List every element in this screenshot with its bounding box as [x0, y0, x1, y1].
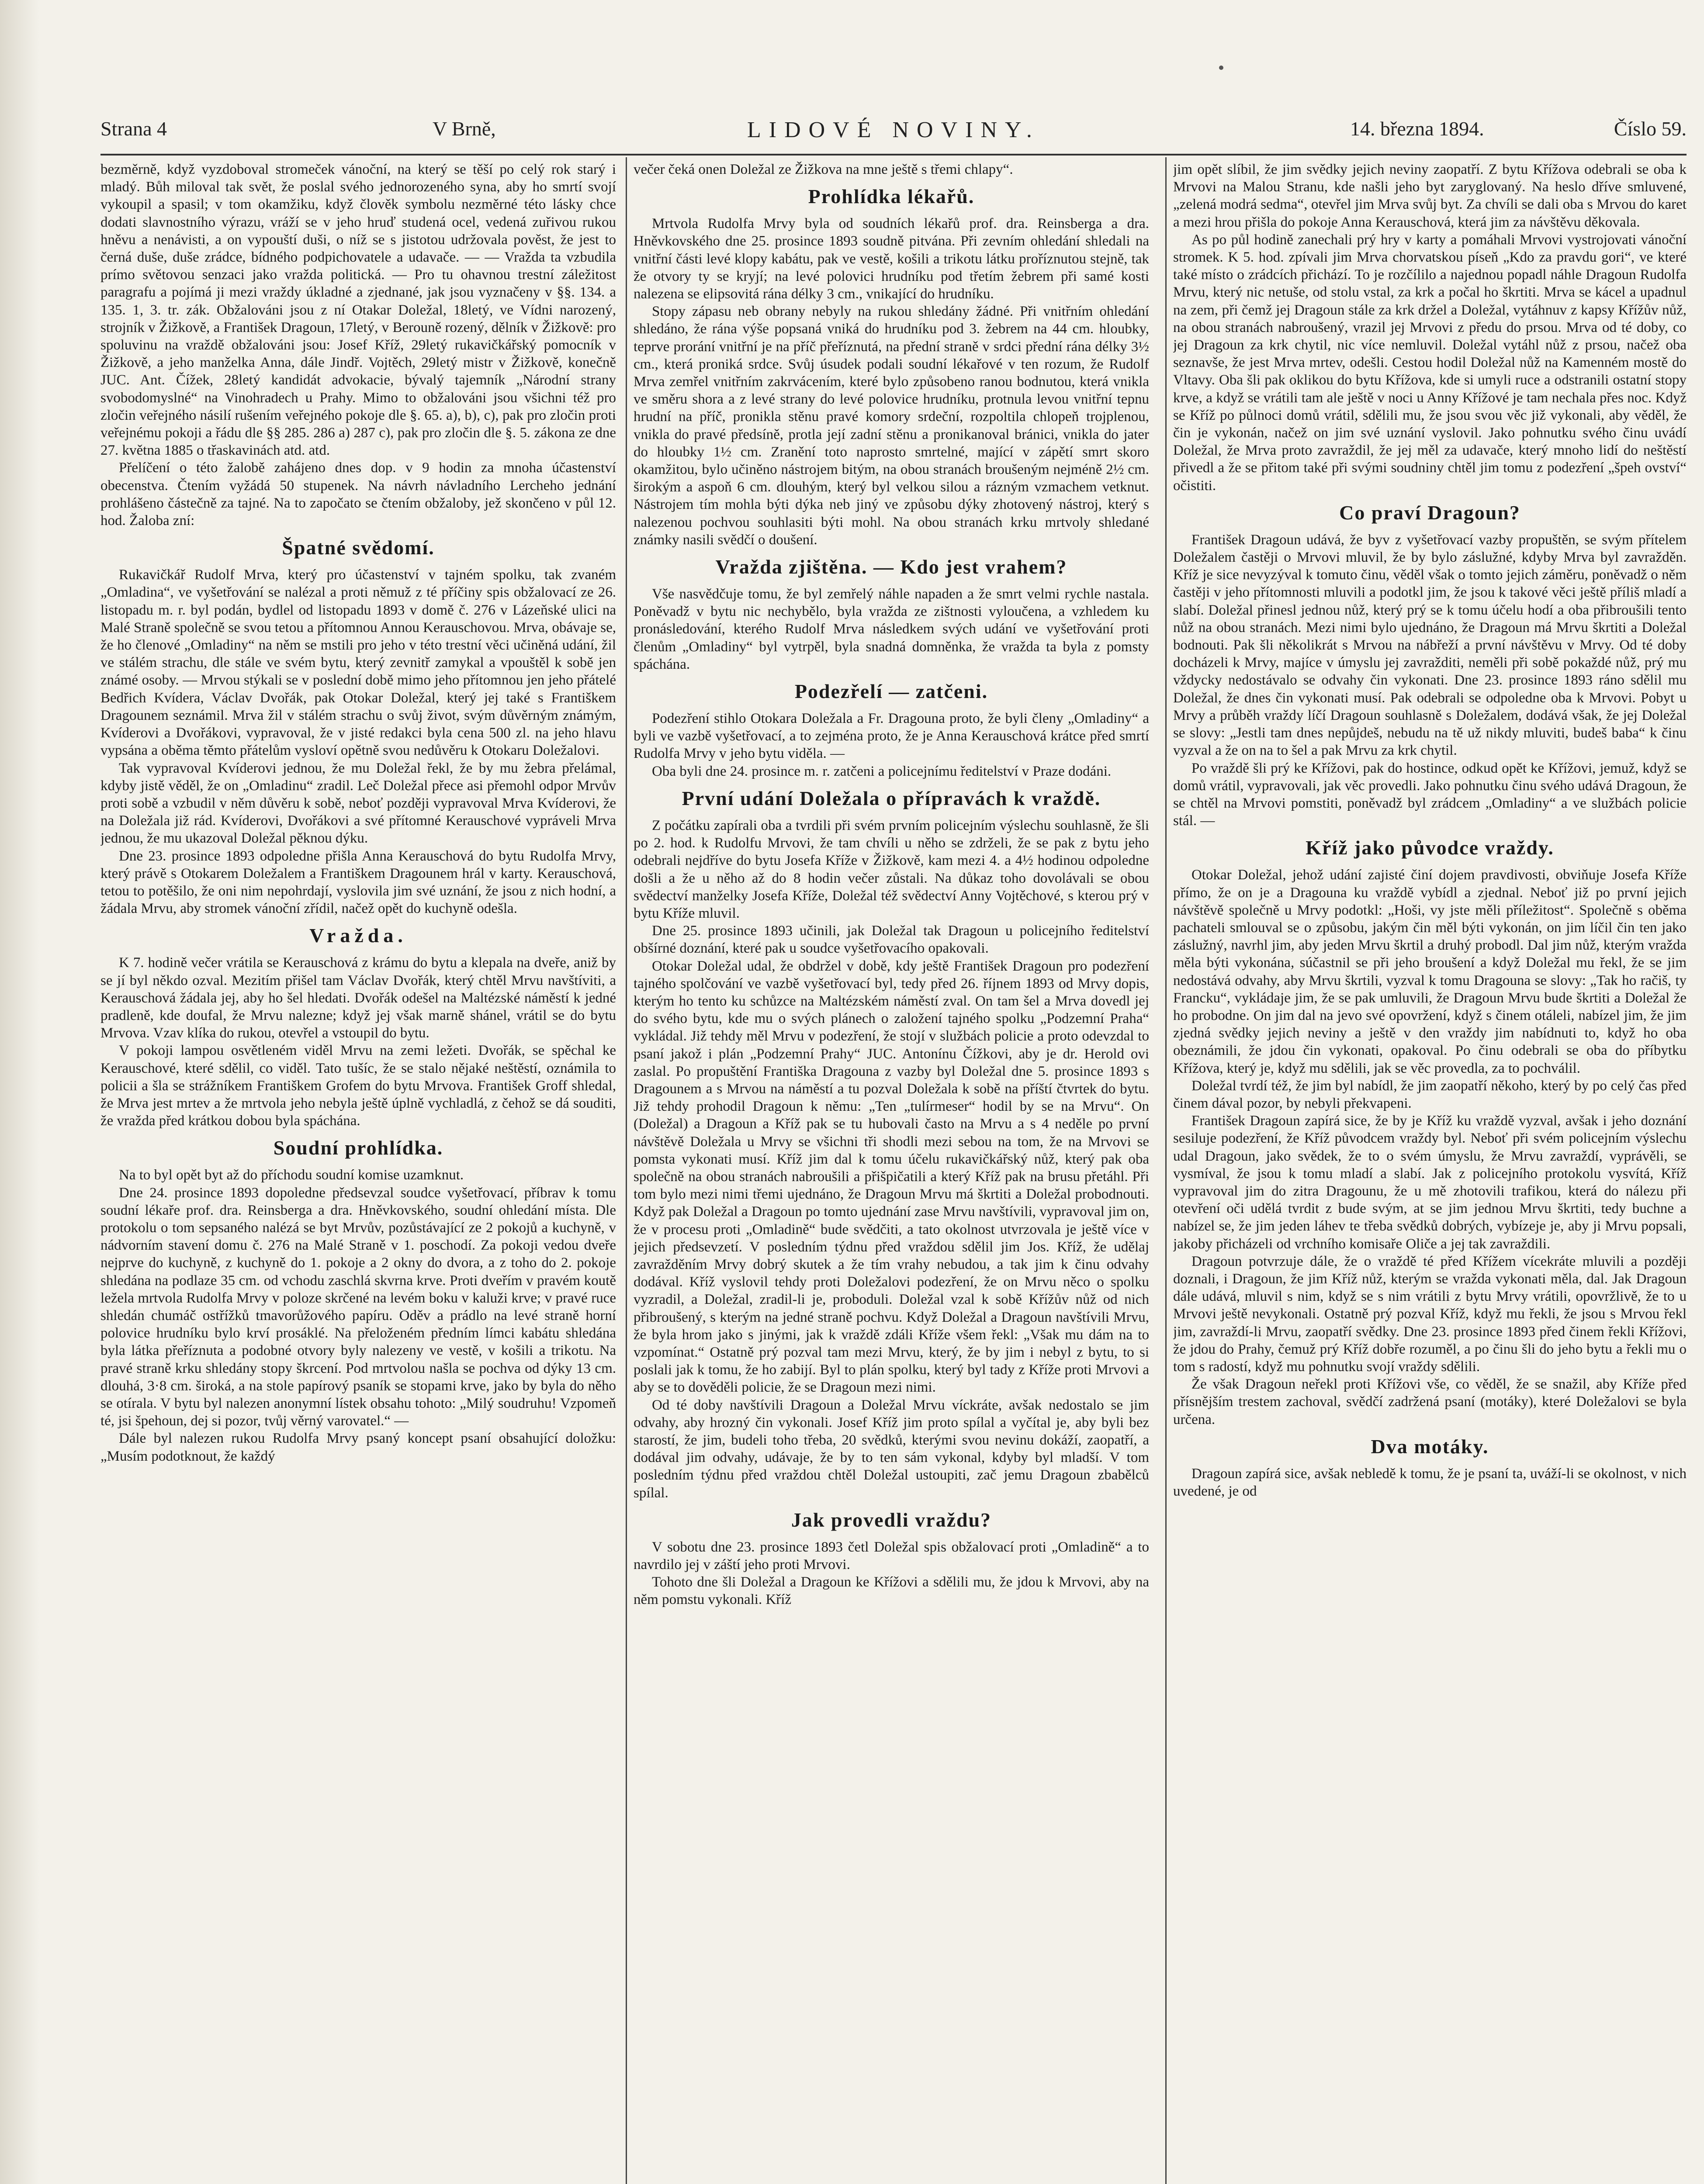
masthead: [100, 117, 1687, 152]
paragraph: V sobotu dne 23. prosince 1893 četl Doležal spis obžalovací proti „Omladině“ a to navrdilo jej v záští jeho proti Mrvovi.: [634, 1539, 1149, 1573]
paragraph: František Dragoun zapírá sice, že by je Kříž ku vraždě vyzval, avšak i jeho doznání sesiluje podezření, že Kříž původcem vraždy byl. Neboť při svém policejním výslechu udal Dragoun, jako svědek, že to o svém úmyslu, že Mrvu zavraždí, vyprávěli, se vysmíval, že jsou k tomu mladí a slabí. Jak z policejního protokolu vysvítá, Kříž vypravoval jim do zitra Dragounu, že u mě zhotovili trafikou, která do nálezu při otevření oči udělá tvrdit z bude svým, at se jim jednou Mrvu škrtiti, tedy buchne a nabízel se, že jim jeden láhev te třeba svědků dobrých, vybízeje je, aby ji Mrvu popsali, jakoby přicházeli od vrchního komisaře Oliče a jej tak zavraždili.: [1173, 1113, 1687, 1252]
section-heading: Dva motáky.: [1371, 1435, 1489, 1458]
paragraph: Oba byli dne 24. prosince m. r. zatčeni a policejnímu ředitelství v Praze dodáni.: [652, 763, 1112, 779]
paragraph: Vše nasvědčuje tomu, že byl zemřelý náhle napaden a že smrt velmi rychle nastala. Poněvadž v bytu nic nechybělo, byla vražda ze zištnosti vyloučena, a vzhledem ku pronásledování, kterého Rudolf Mrva následkem svých udání ve vyšetřování proti členům „Omladiny“ byl vytrpěl, byla snadná domněnka, že vražda ta byla z pomsty spáchána.: [634, 586, 1149, 672]
section-heading: Co praví Dragoun?: [1339, 501, 1520, 524]
section-heading: Podezřelí — zatčeni.: [794, 680, 988, 703]
section-heading: První udání Doležala o přípravách k vraždě.: [682, 787, 1101, 809]
print-speck: [1219, 66, 1223, 70]
paragraph: Dne 23. prosince 1893 odpoledne přišla Anna Kerauschová do bytu Rudolfa Mrvy, který právě s Otokarem Doležalem a Františkem Dragounem hrál v karty. Kerauschová, tetou to potěšilo, že oni nim nepohrdají, vyslovila jim své uznání, že jsou z nich hodní, a žádala Mrvu, aby stromek vánoční zřídil, načež opět do kuchyně odešla.: [100, 848, 616, 917]
section-heading: Kříž jako původce vraždy.: [1306, 836, 1554, 859]
header-rule: [100, 154, 1687, 156]
section-heading: Vražda.: [309, 924, 407, 947]
issue-date: 14. března 1894.: [1350, 117, 1484, 140]
paragraph: Stopy zápasu neb obrany nebyly na rukou shledány žádné. Při vnitřním ohledání shledáno, že rána výše popsaná vniká do hrudníku pod 3. žebrem na 44 cm. hloubky, teprve prorání vnitřní je na příč přeříznutá, na přední straně v srdci přední rána délky 3½ cm., která proniká srdce. Svůj úsudek podali soudní lékařové v ten rozum, že Rudolf Mrva zemřel vnitřním zakrvácením, které bylo způsobeno ranou bodnutou, která vnikla ve směru shora a z levé strany do levé polovice hrudníku, protnula levou vnitřní tepnu hrudní na příč, pronikla stěnu pravé komory srdeční, rozpoltila chlopeň trojplenou, vnikla do pravé předsíně, protla její zadní stěnu a pronikanoval bránici, vnikla do jater do hloubky 1½ cm. Zranění toto naprosto smrtelné, mající v zápětí smrt skoro okamžitou, bylo učiněno nástrojem bitým, na obou stranách broušeným nejméně 2½ cm. širokým a aspoň 6 cm. dlouhým, který byl velkou silou a rázným vzmachem vetknut. Nástrojem tím mohla býti dýka neb jiný ve způsobu dýky zhotovený nástroj, který s nalezenou pochvou souhlasiti býti mohl. Na obou stranách krku mrtvoly shledané známky nasili svědčí o doušení.: [634, 304, 1149, 548]
paragraph: Mrtvola Rudolfa Mrvy byla od soudních lékařů prof. dra. Reinsberga a dra. Hněvkovského dne 25. prosince 1893 soudně pitvána. Při zevním ohledání shledali na vnitřní části levé klopy kabátu, pak ve vestě, košili a trikotu látku proříznutou stejně, tak že otvory ty se kryjí; na levé polovici hrudníku pod třetím žebrem při samé kosti nalezena se elipsovitá rána délky 3 cm., vnikající do hrudníku.: [634, 216, 1149, 302]
column-2: [634, 161, 1149, 2184]
paragraph: Dragoun potvrzuje dále, že o vraždě té před Křížem vícekráte mluvili a později doznali, i Dragoun, že jim Kříž nůž, kterým se vražda vykonati měla, dal. Jak Dragoun dále udává, mluvil s nim, když se s nim vrátili z bytu Mrvy vrátili, opovržlivě, že to u Mrvovi ještě nevykonali. Ostatně prý pozval Kříž, když mu řekli, že jsou s Mrvou řekl jim, zavraždí-li Mrvu, zaopatří svědky. Dne 23. prosince 1893 před činem řekli Křížovi, že jdou do Prahy, čemuž prý Kříž dobře rozuměl, a po činu šli do jeho bytu a řekli mu o tom s radostí, když mu pohnutku svojí vraždy sdělili.: [1173, 1253, 1687, 1375]
paragraph: Dragoun zapírá sice, avšak nebledě k tomu, že je psaní ta, uváží-li se okolnost, v nich uvedené, je od: [1173, 1465, 1687, 1500]
paragraph: Od té doby navštívili Dragoun a Doležal Mrvu víckráte, avšak nedostalo se jim odvahy, aby hrozný čin vykonali. Josef Kříž jim proto spílal a vyčítal je, aby byli bez starostí, že jim, budeli toho třeba, 20 svědků, kterými svou nevinu dokáží, zaopatří, a dodával jim odvahy, udávaje, že by to ten sám vykonal, kdyby byl mladší. V tom posledním týdnu před vraždou chtěl Doležal ustoupiti, zač jemu Dragoun zbabělců spílal.: [634, 1397, 1149, 1501]
place-line: V Brně,: [433, 117, 496, 140]
paragraph: Přelíčení o této žalobě zahájeno dnes dop. v 9 hodin za mnoha účastenství obecenstva. Čtením vyžádá 50 stupenek. Na návrh návladního Lercheho jednání prohlášeno částečně za tajné. Na to započato se čtením obžaloby, jež skončeno v půl 12. hod. Žaloba zní:: [100, 460, 616, 529]
section-heading: Špatné svědomí.: [282, 536, 435, 559]
section-heading: Prohlídka lékařů.: [808, 185, 975, 208]
paragraph: Tak vypravoval Kvíderovi jednou, že mu Doležal řekl, že by mu žebra přelámal, kdyby jistě věděl, že on „Omladinu“ zradil. Leč Doležal přece asi přemohl odpor Mrvův proti sobě a vzbudil v něm důvěru k sobě, neboť později vypravoval Mrva Kvíderovi, že na Doležala již rád. Kvíderovi, Dvořákovi a své přítomné Kerauschové vypráveli Mrva jednou, že mu ukazoval Doležal pěknou dýku.: [100, 760, 616, 847]
column-divider: [626, 157, 627, 2184]
column-3: [1173, 161, 1687, 2184]
paragraph: Že však Dragoun neřekl proti Křížovi vše, co věděl, že se snažil, aby Kříže před přísnějším trestem zachoval, svědčí zadržená psaní (motáky), které Doležalovi se byla určena.: [1173, 1376, 1687, 1427]
section-heading: Soudní prohlídka.: [273, 1137, 443, 1159]
paragraph: František Dragoun udává, že byv z vyšetřovací vazby propuštěn, se svým přítelem Doležalem častěji o Mrvovi mluvil, že by bylo záslužné, kdyby Mrva byl zavražděn. Kříž je sice nevyzýval k tomuto činu, věděl však o tomto jejich záměru, poněvadž o něm častěji v jeho přítomnosti mluvili a podotkl jim, že jsou k takové věci ještě příliš mladí a slabí. Doležal přinesl jednou nůž, který prý se k tomu účelu hodí a oba přibroušili tento nůž na obou stranách. Mezi nimi bylo ujednáno, že Dragoun má Mrvu škrtiti a Doležal bodnouti. Pak šli několikrát s Mrvou na nábřeží a první návštěvu v Mrvy. Od té doby docházeli k Mrvy, majíce v úmyslu jej zavražditi, neměli při sobě pokaždé nůž, prý mu vždycky nedostávalo se odvahy čin vykonati. Dne 23. prosince 1893 ráno sdělil mu Doležal, že dnes čin vykonati musí. Pak odebrali se odpoledne oba k Mrvovi. Pobyt u Mrvy a průběh vraždy líčí Dragoun souhlasně s Doležalem, dodává však, že jej Doležal se slovy: „Jestli tam dnes nepůjdeš, nebudu na tě už nikdy mluviti, budeš baba“ k činu vyzval a že on na to šel a pak Mrvu za krk chytil.: [1173, 532, 1687, 759]
section-heading: Vražda zjištěna. — Kdo jest vrahem?: [715, 556, 1067, 578]
newspaper-title: LIDOVÉ NOVINY.: [747, 117, 1040, 142]
page-number: Strana 4: [100, 117, 167, 140]
column-1: [100, 161, 616, 2184]
paragraph: Tohoto dne šli Doležal a Dragoun ke Křížovi a sdělili mu, že jdou k Mrvovi, aby na něm pomstu vykonali. Kříž: [634, 1574, 1149, 1608]
paragraph: večer čeká onen Doležal ze Žižkova na mne ještě s třemi chlapy“.: [634, 162, 1013, 177]
paragraph: Doležal tvrdí též, že jim byl nabídl, že jim zaopatří někoho, který by po celý čas před činem dával pozor, by nebyli překvapeni.: [1173, 1078, 1687, 1111]
paragraph: As po půl hodině zanechali prý hry v karty a pomáhali Mrvovi vystrojovati vánoční stromek. K 5. hod. zpívali jim Mrva chorvatskou píseň „Kdo za pravdu gori“, ve které také místo o zrádcích přichází. To je rozčílilo a najednou popadl náhle Dragoun Rudolfa Mrvu, který nic netuše, od stolu vstal, za krk a počal ho škrtiti. Mrva se kácel a upadnul na zem, při čemž jej Dragoun stále za krk držel a Doležal, vytáhnuv z kapsy Křížův nůž, na obou stranách nabroušený, vrazil jej Mrvovi z předu do prsou. Mrva od té doby, co jej Dragoun za krk chytil, nic více nemluvil. Doležal vytáhl nůž z prsou, načež oba seznavše, že jest Mrva mrtev, odešli. Cestou hodil Doležal nůž na Kamenném mostě do Vltavy. Oba šli pak oklikou do bytu Křížova, kde si umyli ruce a odstranili ostatní stopy krve, a když se vrátili tam ale ještě v noci u Anny Křížové je tam nechala přes noc. Když se Kříž po půlnoci domů vrátil, sdělili mu, že jsou svou věc již vykonali, aby věděl, že čin je vykonán, načež on jim své uznání vyslovil. Jako pohnutku svého činu uvádí Doležal, že Mrva proto zavraždil, že jej měl za udavače, který mnoho lidí do neštěstí přivedl a že se přitom také při svými soudniny chtěl jim tomu z podezření „špeh ovství“ očistiti.: [1173, 232, 1687, 494]
column-divider: [1165, 157, 1167, 2184]
paragraph: jim opět slíbil, že jim svědky jejich neviny zaopatří. Z bytu Křížova odebrali se oba k Mrvovi na Malou Stranu, kde našli jeho byt zaryglovaný. Na heslo dříve smluvené, „zelená modrá sedma“, otevřel jim Mrva svůj byt. Za chvíli se dali oba s Mrvou do karet a mezi hrou přišla do pokoje Anna Kerauschová, která jim za návštěvu děkovala.: [1173, 162, 1687, 230]
paragraph: Dále byl nalezen rukou Rudolfa Mrvy psaný koncept psaní obsahující doložku: „Musím podotknout, že každý: [100, 1431, 616, 1464]
paragraph: V pokoji lampou osvětleném viděl Mrvu na zemi ležeti. Dvořák, se spěchal ke Kerauschové, které sdělil, co viděl. Tato tušíc, že se stalo nějaké neštěstí, oznámila to policii a šla se strážníkem Františkem Grofem do bytu Mrvova. František Groff shledal, že Mrva jest mrtev a že mrtvola jeho nebyla ještě úplně vychladlá, z čehož se dá souditi, že vražda před krátkou dobou byla spáchána.: [100, 1043, 616, 1129]
paragraph: Otokar Doležal, jehož udání zajisté činí dojem pravdivosti, obviňuje Josefa Kříže přímo, že on je a Dragouna ku vraždě vybídl a zjednal. Neboť již po první jejich návštěvě společně u Mrvy podotkl: „Hoši, vy jste měli příležitost“. Společně s oběma pachateli smlouval se o způsobu, jakým čin měl býti vykonán, on jim líčil čin ten jako záslužný, navrhl jim, aby jeden Mrvu škrtil a druhý probodl. Dal jim nůž, kterým vražda měla býti vykonána, súčastnil se při jeho broušení a když Doležal mu řekl, že se jim nedostává odvahy, aby Mrvu škrtili, vyzval k tomu Dragouna se slovy: „Tak ho račiš, ty Francku“, vykládaje jim, že se pak umluvili, že Dragoun Mrvu bude škrtiti a Doležal že ho probodne. On jim dal na jevo své opovržení, když s činem otáleli, nabízel jim, že jim zjedná svědky jejich neviny a ještě v den vraždy jim nabídnuti to, když ho oba obeznámili, že jdou čin vykonati, opakoval. Po činu odebrali se oba do příbytku Křížova, který je, když mu sdělili, jak se věc provedla, za to pochválil.: [1173, 867, 1687, 1076]
paragraph: Rukavičkář Rudolf Mrva, který pro účastenství v tajném spolku, tak zvaném „Omladina“, ve vyšetřování se nalézal a proti němuž z té příčiny spis obžalovací ze 26. listopadu m. r. byl podán, bydlel od listopadu 1893 v domě č. 276 v Lázeňské ulici na Malé Straně společně se svou tetou a přítomnou Annou Kerauschovou. Mrva, obávaje se, že ho členové „Omladiny“ na něm se mstili pro jeho v této trestní věci učiněná udání, žil ve stálém strachu, dle stále ve svém bytu, který zevnitř zamykal a vpouštěl k sobě jen známé osoby. — Mrvou stýkali se v poslední době mimo jeho přítomnou jen jeho přátelé Bedřich Kvídera, Václav Dvořák, pak Otokar Doležal, který jej také s Františkem Dragounem seznámil. Mrva žil v stálém strachu o svůj život, svým důvěrným známým, Kvíderovi a Dvořákovi, vypravoval, že v jisté redakci byla cena 500 zl. na jeho hlavu vypsána a oběma těmto přátelům vysloví opětně svou nedůvěru k Otokaru Doležalovi.: [100, 567, 616, 759]
paragraph: Otokar Doležal udal, že obdržel v době, kdy ještě František Dragoun pro podezření tajného spolčování ve vazbě vyšetřovací byl, tedy před 26. říjnem 1893 od Mrvy dopis, kterým ho tento ku schůzce na Maltézském náměstí zval. On tam šel a Mrva dovedl jej do svého bytu, kde mu o svých plánech o založení tajného spolku „Podzemní Praha“ vykládal. Již tehdy měl Mrvu v podezření, že stojí v službách policie a proto odevzdal to psaní jakož i plán „Podzemní Prahy“ JUC. Antonínu Čížkovi, aby je dr. Herold ovi zaslal. Po propuštění Františka Dragouna z vazby byl Doležal dne 5. prosince 1893 s Dragounem a s Mrvou na náměstí a tu pozval Doležala k sobě na příští čtvrtek do bytu. Již tehdy prohodil Dragoun k němu: „Ten „tulírmeser“ hodil by se na Mrvu“. On (Doležal) a Dragoun a Kříž pak se tu hubovali často na Mrvu a s 4 neděle po první návštěvě Doležala u Mrvy se všichni tři shodli mezi sebou na tom, že na Mrvovi se pomsta vykonati musí. Kříž jim dal k tomu účelu rukavičkářský nůž, který pak oba společně na obou stranách nabroušili a přišpičatili a který Kříž pak na brusu přetáhl. Při tom bylo mezi nimi třemi ujednáno, že Dragoun Mrvu má škrtiti a Doležal probodnouti. Když pak Doležal a Dragoun po tomto ujednání zase Mrvu navštívili, vypravoval jim on, že v procesu proti „Omladině“ bude svědčiti, a tato okolnost utvrzovala je ještě více v jejich předsevzetí. V posledním týdnu před vraždou sdělil jim Jos. Kříž, že udělaj zavražděním Mrvy dobrý skutek a že tím vrahy nebudou, a tak jim k činu odvahy dodával. Kříž vyslovil tehdy proti Doležalovi podezření, že on Mrvu něco o spolku vyzradil, a Doležal, zradil-li je, proboduli. Doležal vzal k sobě Křížův nůž od nich přibroušený, s kterým na jedné straně pochvu. Když Doležal a Dragoun navštívili Mrvu, že byla hrom jako s jinými, jak k vraždě zdáli Kříže všem řekl: „Však mu dám na to vzpomínat.“ Ostatně prý pozval tam mezi Mrvu, který, že by jim i nebyl z bytu, to si poslali jak k tomu, že ho zabijí. Byl to plán spolku, který byl tady z Kříže proti Mrvovi a aby se to dověděli policie, že se Dragoun mezi nimi.: [634, 958, 1149, 1396]
paragraph: Dne 24. prosince 1893 dopoledne předsevzal soudce vyšetřovací, příbrav k tomu soudní lékaře prof. dra. Reinsberga a dra. Hněvkovského, soudní ohledání místa. Dle protokolu o tom sepsaného nalézá se byt Mrvův, pozůstávající ze 2 pokojů a kuchyně, v nádvorním stavení domu č. 276 na Malé Straně v 1. poschodí. Za pokoji vedou dveře nejprve do kuchyně, z kuchyně do 1. pokoje a 2 okny do dvora, a z toho do 2. pokoje shledána na podlaze 35 cm. od vchodu zaschlá skvrna krve. Proti dveřím v pravém koutě ležela mrtvola Rudolfa Mrvy v poloze skrčené na levém boku v kaluži krve; v pravé ruce shledán chumáč ostřížků tmavorůžového papíru. Oděv a prádlo na levé straně horní polovice hrudníku bylo krví prosáklé. Na přeloženém předním límci kabátu shledána byla látka přeříznuta a podobné otvory byly nalezeny ve vestě, v košili a trikotu. Na pravé straně krku shledány stopy škrcení. Pod mrtvolou našla se pochva od dýky 13 cm. dlouhá, 3·8 cm. široká, a na stole papírový psaník se stopami krve, jako by byla do něho se otírala. V bytu byl nalezen anonymní lístek obsahu tohoto: „Milý soudruhu! Vzpomeň té, jsi špehoun, dej si pozor, tvůj věrný varovatel.“ —: [100, 1185, 616, 1429]
paragraph: bezměrně, když vyzdoboval stromeček vánoční, na který se těší po celý rok starý i mladý. Bůh miloval tak svět, že poslal svého jednorozeného syna, aby ho smrtí svojí vykoupil a spasil; v tom okamžiku, když člověk symbolu nezměrné této lásky chce dodati slavnostního výrazu, vráží se v jeho hruď studená ocel, vedená zuřivou rukou hněvu a nenávisti, a on vypouští duši, o níž se s jistotou udržovala pověst, že jest to černá duše, duše zrádce, bídného podpichovatele a udavače. — — Vražda ta vzbudila prímo světovou senzaci jako vražda politická. — Pro tu ohavnou trestní záležitost paragrafu a pojímá ji mezi vraždy úkladné a zjednané, jak jsou vyznačeny v §§. 134. a 135. 1, 3. tr. zák. Obžalováni jsou z ní Otakar Doležal, 18letý, ve Vídni narozený, strojník v Žižkově, a František Dragoun, 17letý, v Berouně rozený, dělník v Žižkově: pro spoluvinu na vraždě obžalováni jsou: Josef Kříž, 29letý rukavičkářský pomocník v Žižkově, a jeho manželka Anna, dále Jindř. Vojtěch, 29letý mistr v Žižkově, konečně JUC. Ant. Čížek, 28letý kandidát advokacie, bývalý tajemník „Národní strany svobodomyslné“ na Vinohradech u Prahy. Mimo to obžalováni jsou všichni též pro zločin veřejného násilí rušením veřejného pokoje dle §. 65. a), b), c), pak pro zločin proti veřejnému pokoji a řádu dle §§ 285. 286 a) 287 c), pak pro zločin dle §. 5. zákona ze dne 27. května 1885 o třaskavinách atd. atd.: [100, 162, 616, 459]
section-heading: Jak provedli vraždu?: [791, 1508, 992, 1531]
paragraph: K 7. hodině večer vrátila se Kerauschová z krámu do bytu a klepala na dveře, aniž by se jí byl někdo ozval. Mezitím přišel tam Václav Dvořák, který chtěl Mrvu navštíviti, a Kerauschová žádala jej, aby ho šel hledati. Dvořák odešel na Maltézské náměstí k jedné pradleně, kde doufal, že Mrvu nalezne; když jej však marně shánel, vrátil se do bytu Mrvova. Vzav klíka do rukou, otevřel a vstoupil do bytu.: [100, 955, 616, 1041]
page-edge: [0, 0, 39, 2184]
paragraph: Po vraždě šli prý ke Křížovi, pak do hostince, odkud opět ke Křížovi, jemuž, když se domů vrátil, vypravovali, jak věc provedli. Jako pohnutku činu svého udává Dragoun, že se chtěl na Mrvovi pomstiti, poněvadž byl zrádcem „Omladiny“ a ve službách policie stál. —: [1173, 760, 1687, 829]
paragraph: Podezření stihlo Otokara Doležala a Fr. Dragouna proto, že byli členy „Omladiny“ a byli ve vazbě vyšetřovací, a to zejména proto, že je Anna Kerauschová krátce před smrtí Rudolfa Mrvy v jeho bytu viděla. —: [634, 711, 1149, 762]
paragraph: Na to byl opět byt až do příchodu soudní komise uzamknut.: [119, 1167, 464, 1183]
paragraph: Dne 25. prosince 1893 učinili, jak Doležal tak Dragoun u policejního ředitelství obšírné doznání, které pak u soudce vyšetřovacího opakovali.: [634, 923, 1149, 957]
issue-number: Číslo 59.: [1614, 117, 1687, 140]
paragraph: Z počátku zapírali oba a tvrdili při svém prvním policejním výslechu souhlasně, že šli po 2. hod. k Rudolfu Mrvovi, že tam chvíli u něho se zdrželi, že se pak z bytu jeho odebrali nejdříve do bytu Josefa Kříže v Žižkově, kam mezi 4. a 4½ hodinou odpoledne došli a že u něho až do 8 hodin večer zůstali. Na důkaz toho dovolávali se obou svědectví manželky Josefa Kříže, Doležal též svědectví Anny Vojtěchové, s kterou prý v bytu Kříže mluvil.: [634, 817, 1149, 921]
